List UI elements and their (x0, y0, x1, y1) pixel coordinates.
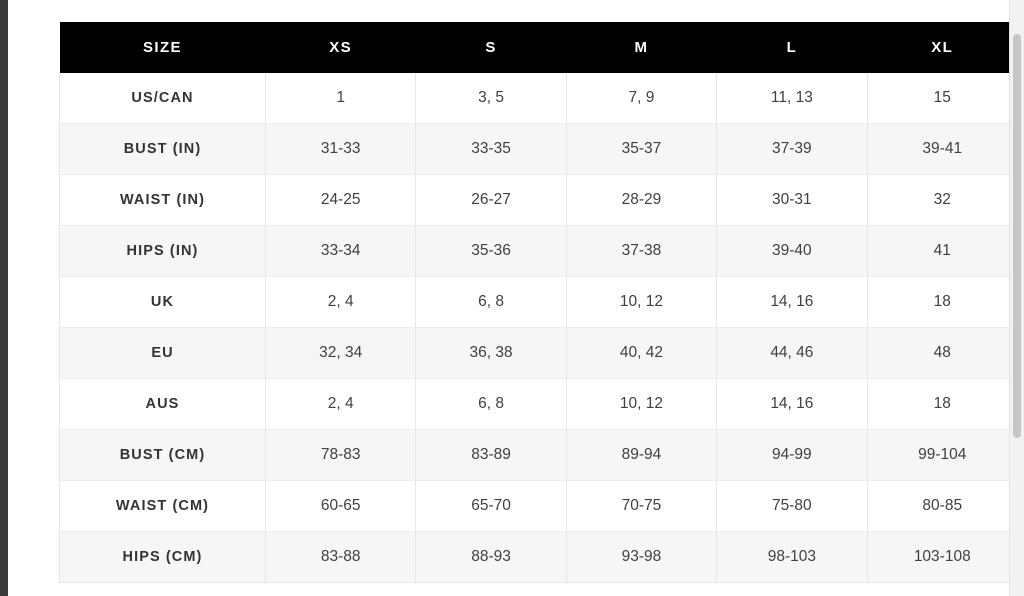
vertical-scrollbar[interactable] (1009, 0, 1024, 596)
cell-xl: 32 (867, 175, 1017, 226)
cell-s: 35-36 (416, 226, 566, 277)
table-row (60, 481, 1018, 532)
cell-l: 39-40 (717, 226, 867, 277)
cell-m: 10, 12 (566, 379, 716, 430)
cell-m: 7, 9 (566, 73, 716, 124)
cell-s: 6, 8 (416, 379, 566, 430)
column-header-m: M (566, 22, 716, 73)
row-label: WAIST (CM) (60, 481, 266, 532)
cell-xs: 33-34 (266, 226, 416, 277)
cell-xl: 41 (867, 226, 1017, 277)
row-label: HIPS (IN) (60, 226, 266, 277)
cell-l: 94-99 (717, 430, 867, 481)
cell-xs: 24-25 (266, 175, 416, 226)
cell-s: 33-35 (416, 124, 566, 175)
table-header-row (60, 22, 1018, 73)
cell-m: 70-75 (566, 481, 716, 532)
row-label: BUST (IN) (60, 124, 266, 175)
column-header-s: S (416, 22, 566, 73)
cell-xl: 18 (867, 379, 1017, 430)
table-row (60, 124, 1018, 175)
column-header-l: L (717, 22, 867, 73)
cell-l: 75-80 (717, 481, 867, 532)
cell-xs: 78-83 (266, 430, 416, 481)
cell-m: 93-98 (566, 532, 716, 583)
cell-s: 83-89 (416, 430, 566, 481)
column-header-size: SIZE (60, 22, 266, 73)
row-label: AUS (60, 379, 266, 430)
table-row (60, 430, 1018, 481)
cell-xl: 39-41 (867, 124, 1017, 175)
table-row (60, 175, 1018, 226)
row-label: WAIST (IN) (60, 175, 266, 226)
column-header-xs: XS (266, 22, 416, 73)
table-body (60, 73, 1018, 583)
cell-xs: 83-88 (266, 532, 416, 583)
row-label: EU (60, 328, 266, 379)
cell-l: 14, 16 (717, 379, 867, 430)
cell-xl: 48 (867, 328, 1017, 379)
size-chart-container (59, 22, 1017, 583)
cell-xl: 18 (867, 277, 1017, 328)
cell-l: 30-31 (717, 175, 867, 226)
cell-xs: 32, 34 (266, 328, 416, 379)
row-label: US/CAN (60, 73, 266, 124)
cell-xl: 80-85 (867, 481, 1017, 532)
cell-xs: 2, 4 (266, 379, 416, 430)
cell-m: 40, 42 (566, 328, 716, 379)
size-chart-table (59, 22, 1018, 583)
cell-s: 36, 38 (416, 328, 566, 379)
page-left-edge (0, 0, 8, 596)
row-label: UK (60, 277, 266, 328)
cell-l: 98-103 (717, 532, 867, 583)
table-header (60, 22, 1018, 73)
scrollbar-thumb[interactable] (1013, 34, 1021, 438)
table-row (60, 277, 1018, 328)
column-header-xl: XL (867, 22, 1017, 73)
cell-l: 14, 16 (717, 277, 867, 328)
cell-m: 35-37 (566, 124, 716, 175)
cell-xl: 99-104 (867, 430, 1017, 481)
cell-m: 10, 12 (566, 277, 716, 328)
table-row (60, 532, 1018, 583)
cell-s: 26-27 (416, 175, 566, 226)
row-label: BUST (CM) (60, 430, 266, 481)
cell-xs: 2, 4 (266, 277, 416, 328)
cell-m: 28-29 (566, 175, 716, 226)
cell-xl: 15 (867, 73, 1017, 124)
cell-m: 37-38 (566, 226, 716, 277)
cell-l: 11, 13 (717, 73, 867, 124)
cell-xs: 31-33 (266, 124, 416, 175)
cell-m: 89-94 (566, 430, 716, 481)
table-row (60, 379, 1018, 430)
table-row (60, 73, 1018, 124)
cell-s: 6, 8 (416, 277, 566, 328)
table-row (60, 328, 1018, 379)
row-label: HIPS (CM) (60, 532, 266, 583)
cell-xs: 60-65 (266, 481, 416, 532)
cell-s: 3, 5 (416, 73, 566, 124)
cell-l: 44, 46 (717, 328, 867, 379)
table-row (60, 226, 1018, 277)
cell-s: 88-93 (416, 532, 566, 583)
cell-xs: 1 (266, 73, 416, 124)
cell-xl: 103-108 (867, 532, 1017, 583)
cell-l: 37-39 (717, 124, 867, 175)
cell-s: 65-70 (416, 481, 566, 532)
